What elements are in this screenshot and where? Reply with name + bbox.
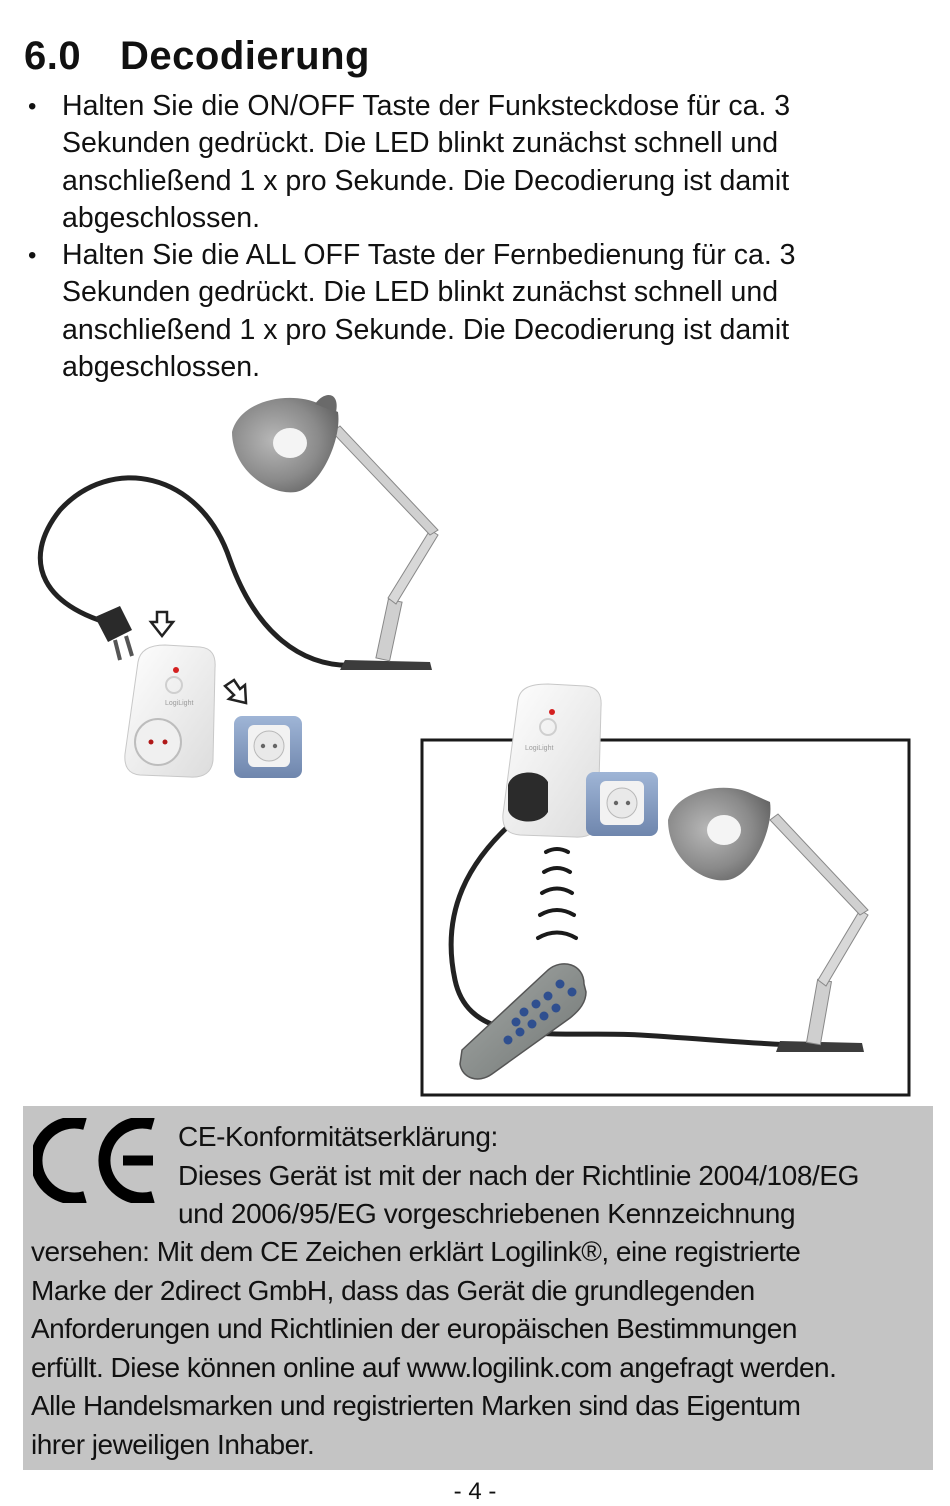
section-heading: [24, 34, 370, 79]
wall-socket-left: [234, 716, 302, 778]
wall-socket-right: [586, 772, 658, 836]
ce-line: ihrer jeweiligen Inhaber.: [31, 1428, 315, 1460]
ce-line: Anforderungen und Richtlinien der europäischen Bestimmungen: [31, 1313, 797, 1344]
instruction-item: [24, 88, 924, 237]
brand-label: LogiLight: [165, 700, 194, 707]
section-number: 6.0: [24, 34, 82, 78]
ce-line: versehen: Mit dem CE Zeichen erklärt Logilink®, eine registrierte: [31, 1236, 801, 1267]
ce-line: Alle Handelsmarken und registrierten Marken sind das Eigentum: [31, 1390, 801, 1421]
ce-line: erfüllt. Diese können online auf www.logilink.com angefragt werden.: [31, 1351, 837, 1383]
remote-control-illustration: [460, 964, 586, 1079]
instruction-text: Halten Sie die ALL OFF Taste der Fernbedienung für ca. 3 Sekunden gedrückt. Die LED blinkt zunächst schnell und anschließend 1 x pro Sekunde. Die Decodierung ist damit abgeschlossen.: [62, 239, 796, 384]
bullet-icon: •: [28, 93, 37, 120]
ce-body-text: [31, 1233, 931, 1464]
lamp-left-illustration: [40, 395, 438, 670]
ce-declaration-box: [23, 1106, 933, 1470]
instruction-list: [24, 88, 924, 386]
bullet-icon: •: [28, 242, 37, 270]
page-number: - 4 -: [453, 1478, 497, 1505]
brand-label: LogiLight: [525, 745, 554, 752]
ce-line: Marke der 2direct GmbH, dass das Gerät die grundlegenden: [31, 1274, 755, 1306]
radio-signal-icon: [538, 849, 576, 938]
decoding-illustration: [0, 388, 950, 1100]
ce-mark-icon: [33, 1118, 158, 1203]
instruction-text: Halten Sie die ON/OFF Taste der Funksteckdose für ca. 3 Sekunden gedrückt. Die LED blinkt zunächst schnell und anschließend 1 x pro Sekunde. Die Decodierung ist damit abgeschlossen.: [62, 90, 791, 234]
ce-title: CE-Konformitätserklärung:: [178, 1121, 498, 1152]
section-title: Decodierung: [120, 34, 370, 78]
ce-header-text: [178, 1118, 928, 1234]
socket-adapter-left: [125, 645, 215, 777]
instruction-item: [24, 237, 924, 386]
ce-line: und 2006/95/EG vorgeschriebenen Kennzeichnung: [178, 1198, 796, 1229]
ce-line: Dieses Gerät ist mit der nach der Richtlinie 2004/108/EG: [178, 1159, 860, 1191]
